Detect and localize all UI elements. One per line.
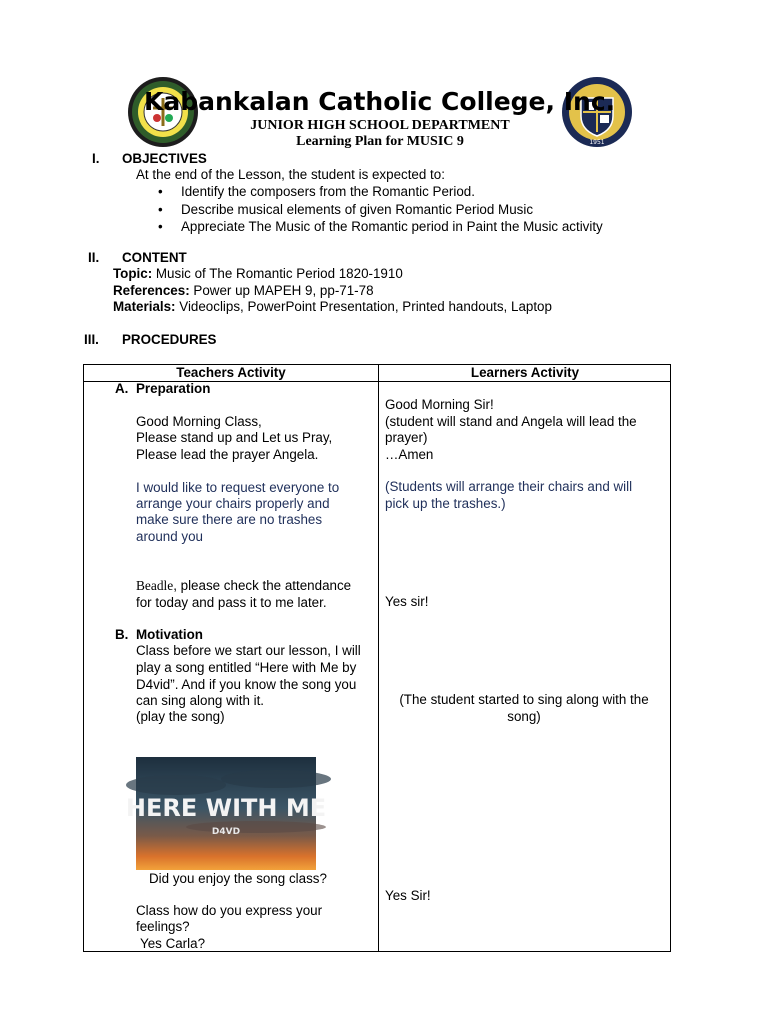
department-title: JUNIOR HIGH SCHOOL DEPARTMENT — [250, 118, 510, 133]
teacher-pray-line: Please stand up and Let us Pray, — [136, 430, 333, 445]
objective-item: Identify the composers from the Romantic Period. — [181, 184, 475, 199]
materials-value: Videoclips, PowerPoint Presentation, Printed handouts, Laptop — [179, 299, 552, 314]
motivation-line: Class before we start our lesson, I will — [136, 643, 361, 658]
teacher-enjoy-question: Did you enjoy the song class? — [149, 871, 327, 886]
motivation-line: play a song entitled “Here with Me by — [136, 660, 357, 675]
seal-year-text: 1951 — [589, 139, 605, 146]
objectives-numeral: I. — [92, 151, 100, 166]
learner-yes-sir: Yes sir! — [385, 594, 429, 609]
references-label: References: — [113, 283, 190, 298]
content-heading: CONTENT — [122, 250, 187, 265]
teacher-express-line: Class how do you express your — [136, 903, 323, 918]
teacher-chairs-line: around you — [136, 529, 204, 544]
teacher-pray-line: Please lead the prayer Angela. — [136, 447, 319, 462]
learner-column-header: Learners Activity — [470, 365, 580, 380]
objectives-heading: OBJECTIVES — [122, 151, 207, 166]
teacher-beadle-line: for today and pass it to me later. — [136, 595, 327, 610]
objective-item: Describe musical elements of given Romantic Period Music — [181, 202, 534, 217]
motivation-letter: B. — [115, 627, 129, 642]
learner-pray-line: prayer) — [385, 430, 428, 445]
teacher-chairs-line: I would like to request everyone to — [136, 480, 340, 495]
motivation-title: Motivation — [136, 627, 203, 642]
learner-greeting: Good Morning Sir! — [385, 397, 494, 412]
learner-sing-line: song) — [507, 709, 541, 724]
plan-title: Learning Plan for MUSIC 9 — [296, 134, 464, 149]
motivation-line: D4vid”. And if you know the song you — [136, 677, 357, 692]
teacher-beadle-line — [136, 578, 351, 594]
table-column-divider — [378, 365, 379, 951]
preparation-title: Preparation — [136, 381, 211, 396]
learner-pray-line: (student will stand and Angela will lead the — [385, 414, 637, 429]
bullet-icon: • — [158, 219, 163, 234]
teacher-carla: Yes Carla? — [140, 936, 206, 951]
preparation-letter: A. — [115, 381, 129, 396]
school-name: Kabankalan Catholic College, Inc. — [144, 87, 616, 116]
learner-sing-line: (The student started to sing along with the — [399, 692, 649, 707]
song-cover-image — [125, 757, 327, 870]
objective-item: Appreciate The Music of the Romantic period in Paint the Music activity — [181, 219, 603, 234]
motivation-line: (play the song) — [136, 709, 225, 724]
learner-chairs-line: pick up the trashes.) — [385, 496, 506, 511]
bullet-icon: • — [158, 184, 163, 199]
bullet-icon: • — [158, 202, 163, 217]
learner-amen: …Amen — [385, 447, 434, 462]
topic-label: Topic: — [113, 266, 153, 281]
teacher-chairs-line: arrange your chairs properly and — [136, 496, 330, 511]
content-numeral: II. — [88, 250, 100, 265]
references-line — [113, 283, 374, 299]
song-image-artist: D4VD — [211, 827, 241, 837]
beadle-word: Beadle — [136, 578, 174, 593]
song-image-title: HERE WITH ME — [125, 794, 327, 822]
motivation-line: can sing along with it. — [136, 693, 265, 708]
procedures-heading: PROCEDURES — [122, 332, 217, 347]
learner-chairs-line: (Students will arrange their chairs and will — [385, 479, 633, 494]
materials-line — [113, 299, 552, 315]
topic-line — [113, 266, 403, 282]
references-value: Power up MAPEH 9, pp-71-78 — [193, 283, 374, 298]
learner-yes-sir: Yes Sir! — [385, 888, 431, 903]
beadle-rest: , please check the attendance — [173, 578, 352, 593]
topic-value: Music of The Romantic Period 1820-1910 — [155, 266, 403, 281]
procedures-numeral: III. — [84, 332, 99, 347]
objectives-intro: At the end of the Lesson, the student is expected to: — [136, 167, 445, 182]
materials-label: Materials: — [113, 299, 176, 314]
teacher-column-header: Teachers Activity — [176, 365, 286, 380]
teacher-express-line: feelings? — [136, 919, 190, 934]
teacher-greeting: Good Morning Class, — [136, 414, 262, 429]
teacher-chairs-line: make sure there are no trashes — [136, 512, 323, 527]
